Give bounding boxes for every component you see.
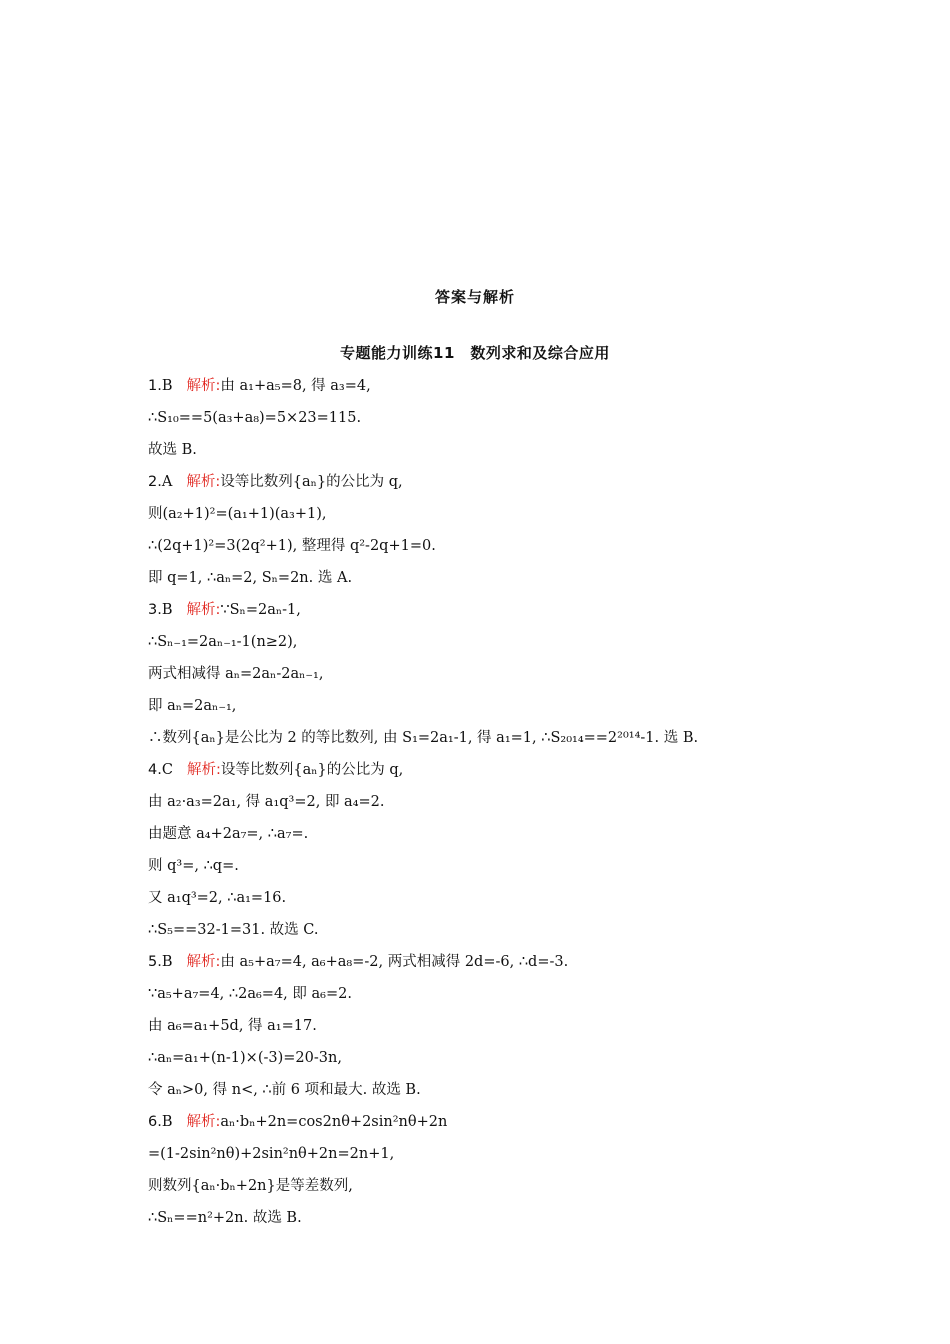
solution-text: ∴S₅==32-1=31. 故选 C. <box>148 922 319 938</box>
solution-text: 由 a₆=a₁+5d, 得 a₁=17. <box>148 1018 317 1034</box>
analysis-label: 解析: <box>186 602 221 618</box>
solution-text: ∴Sₙ₋₁=2aₙ₋₁-1(n≥2), <box>148 634 298 650</box>
problem-first-line <box>148 950 848 982</box>
answer-choice: C <box>161 762 173 778</box>
solution-text: ∴aₙ=a₁+(n-1)×(-3)=20-3n, <box>148 1050 342 1066</box>
page-title: 答案与解析 <box>434 288 515 306</box>
solution-text: 即 q=1, ∴aₙ=2, Sₙ=2n. 选 A. <box>148 570 353 586</box>
solution-text: 由 a₂·a₃=2a₁, 得 a₁q³=2, 即 a₄=2. <box>148 794 385 810</box>
solution-text: 故选 B. <box>148 442 197 458</box>
analysis-label: 解析: <box>186 378 221 394</box>
solution-line <box>148 1014 848 1046</box>
analysis-label: 解析: <box>186 762 221 778</box>
solution-text: 由 a₁+a₅=8, 得 a₃=4, <box>220 378 371 394</box>
answer-choice: B <box>161 378 173 394</box>
solution-text: ∵Sₙ=2aₙ-1, <box>220 602 301 618</box>
solution-line <box>148 502 848 534</box>
solution-text: 两式相减得 aₙ=2aₙ-2aₙ₋₁, <box>148 666 324 682</box>
solution-text: 设等比数列{aₙ}的公比为 q, <box>220 474 403 490</box>
answer-choice: A <box>161 474 173 490</box>
solution-line <box>148 630 848 662</box>
problem-first-line <box>148 758 848 790</box>
solution-text: 则 q³=, ∴q=. <box>148 858 239 874</box>
solution-text: ∴(2q+1)²=3(2q²+1), 整理得 q²-2q+1=0. <box>148 538 436 554</box>
solution-text: 由 a₅+a₇=4, a₆+a₈=-2, 两式相减得 2d=-6, ∴d=-3. <box>220 954 569 970</box>
analysis-label: 解析: <box>186 474 221 490</box>
problem-number: 6. <box>148 1114 162 1130</box>
problem-number: 1. <box>148 378 162 394</box>
solutions-list <box>148 374 848 1238</box>
solution-text: ∴Sₙ==n²+2n. 故选 B. <box>148 1210 302 1226</box>
solution-line <box>148 1206 848 1238</box>
problem-first-line <box>148 1110 848 1142</box>
answer-choice: B <box>161 1114 173 1130</box>
solution-text: 则数列{aₙ·bₙ+2n}是等差数列, <box>148 1178 353 1194</box>
solution-line <box>148 662 848 694</box>
solution-line <box>148 566 848 598</box>
solution-line <box>148 790 848 822</box>
solution-text: =(1-2sin²nθ)+2sin²nθ+2n=2n+1, <box>148 1146 395 1162</box>
solution-line <box>148 694 848 726</box>
problem-first-line <box>148 374 848 406</box>
page-subtitle: 专题能力训练11 数列求和及综合应用 <box>340 344 610 362</box>
problem-number: 3. <box>148 602 162 618</box>
solution-line <box>148 982 848 1014</box>
analysis-label: 解析: <box>186 954 221 970</box>
solution-text: 又 a₁q³=2, ∴a₁=16. <box>148 890 287 906</box>
analysis-label: 解析: <box>186 1114 221 1130</box>
problem-number: 4. <box>148 762 162 778</box>
answer-choice: B <box>161 602 173 618</box>
solution-line <box>148 822 848 854</box>
answer-choice: B <box>161 954 173 970</box>
problem-first-line <box>148 470 848 502</box>
solution-line <box>148 726 848 758</box>
solution-text: ∴数列{aₙ}是公比为 2 的等比数列, 由 S₁=2a₁-1, 得 a₁=1, ∴S₂₀₁₄==2²⁰¹⁴-1. 选 B. <box>148 730 699 746</box>
solution-text: ∵a₅+a₇=4, ∴2a₆=4, 即 a₆=2. <box>148 986 352 1002</box>
solution-line <box>148 1174 848 1206</box>
solution-line <box>148 1142 848 1174</box>
solution-text: 即 aₙ=2aₙ₋₁, <box>148 698 237 714</box>
solution-text: 则(a₂+1)²=(a₁+1)(a₃+1), <box>148 506 327 522</box>
problem-number: 2. <box>148 474 162 490</box>
solution-line <box>148 918 848 950</box>
solution-line <box>148 438 848 470</box>
solution-line <box>148 1046 848 1078</box>
solution-text: ∴S₁₀==5(a₃+a₈)=5×23=115. <box>148 410 362 426</box>
solution-line <box>148 534 848 566</box>
problem-first-line <box>148 598 848 630</box>
solution-text: 由题意 a₄+2a₇=, ∴a₇=. <box>148 826 309 842</box>
solution-line <box>148 1078 848 1110</box>
problem-number: 5. <box>148 954 162 970</box>
solution-line <box>148 854 848 886</box>
solution-line <box>148 406 848 438</box>
solution-text: aₙ·bₙ+2n=cos2nθ+2sin²nθ+2n <box>220 1114 448 1130</box>
solution-text: 设等比数列{aₙ}的公比为 q, <box>220 762 404 778</box>
solution-line <box>148 886 848 918</box>
solution-text: 令 aₙ>0, 得 n<, ∴前 6 项和最大. 故选 B. <box>148 1082 421 1098</box>
